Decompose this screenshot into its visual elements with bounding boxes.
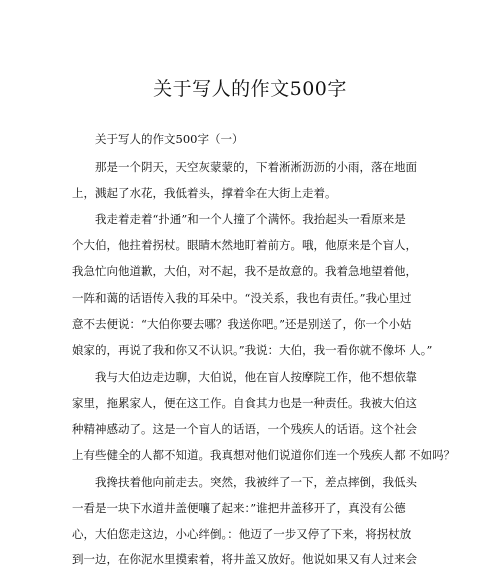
paragraph-line: 家里，拖累家人，便在这工作。自食其力也是一种责任。我被大伯这 [72,396,417,410]
paragraph-line: 我搀扶着他向前走去。突然，我被绊了一下，差点摔倒，我低头 [95,475,417,489]
paragraph-line: 我走着走着“扑通”和一个人撞了个满怀。我抬起头一看原来是 [95,212,406,226]
paragraph-line: 意不去便说：“大伯你要去哪？我送你吧。”还是别送了，你一个小姑 [72,317,412,331]
paragraph-line: 娘家的，再说了我和你又不认识。”我说：大伯，我一看你就不像坏 人。” [72,343,433,357]
paragraph-line: 上，溅起了水花，我低着头，撑着伞在大街上走着。 [72,186,337,200]
paragraph-line: 上有些健全的人都不知道。我真想对他们说道你们连一个残疾人都 不如吗？ [72,448,456,462]
section-subtitle: 关于写人的作文500字（一） [95,132,244,146]
paragraph-line: 那是一个阴天，天空灰蒙蒙的，下着淅淅沥沥的小雨，落在地面 [95,160,417,174]
page-title: 关于写人的作文500字 [153,78,347,100]
paragraph-line: 种精神感动了。这是一个盲人的话语，一个残疾人的话语。这个社会 [72,422,417,436]
paragraph-line: 一看是一块下水道井盖便嚷了起来：”谁把井盖移开了，真没有公德 [72,501,406,515]
paragraph-line: 一阵和蔼的话语传入我的耳朵中。“没关系，我也有责任。”我心里过 [72,291,412,305]
paragraph-line: 我急忙向他道歉，大伯，对不起，我不是故意的。我着急地望着他， [72,264,417,278]
paragraph-line: 个大伯，他拄着拐杖。眼睛木然地盯着前方。哦，他原来是个盲人， [72,238,417,252]
paragraph-line: 我与大伯边走边聊，大伯说，他在盲人按摩院工作，他不想依靠 [95,370,417,384]
paragraph-line: 到一边，在你泥水里摸索着，将井盖又放好。他说如果又有人过来会 [72,552,417,566]
paragraph-line: 心，大伯您走这边，小心绊倒。：他迈了一步又停了下来，将拐杖放 [72,527,412,541]
